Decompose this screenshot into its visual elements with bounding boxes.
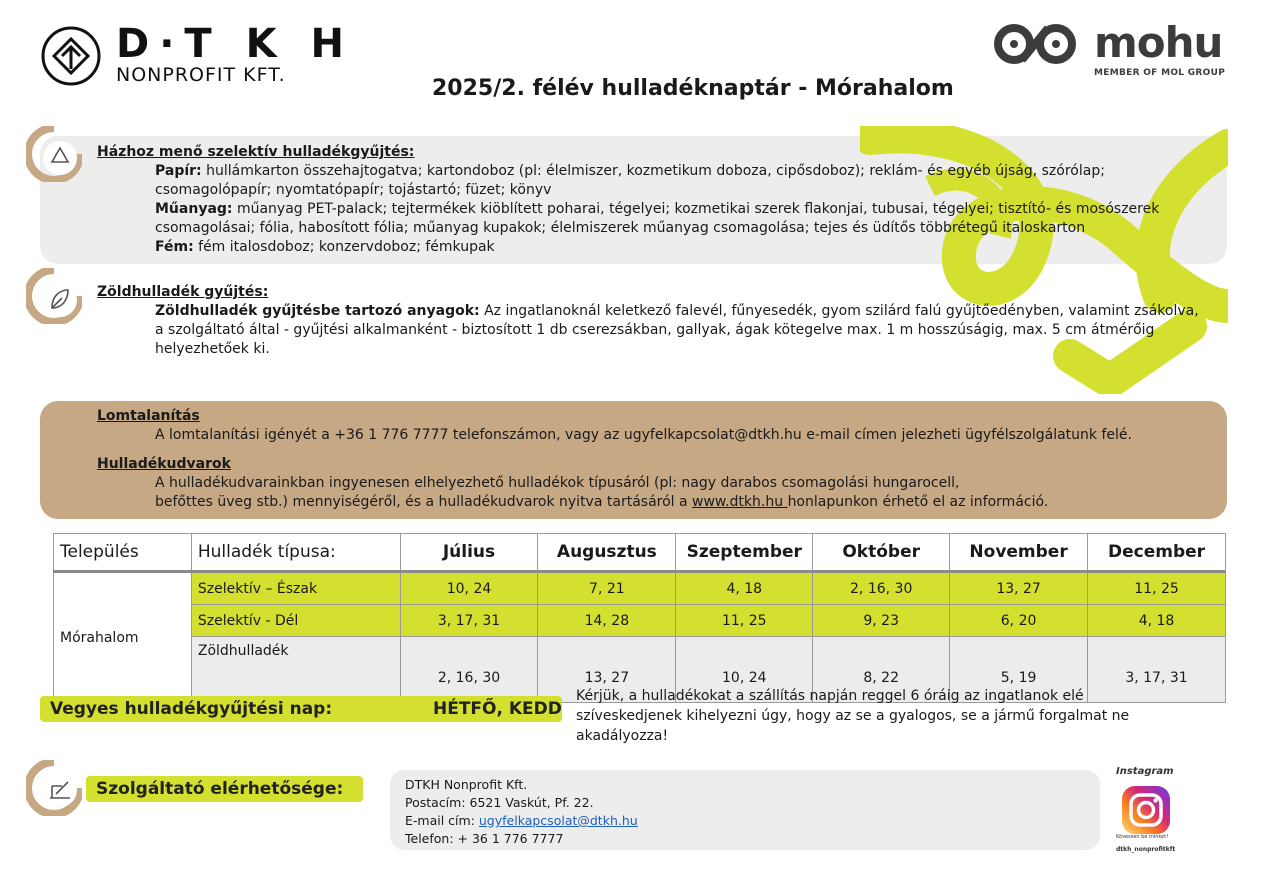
date-cell: 13, 27 (538, 637, 676, 703)
date-cell: 9, 23 (813, 605, 950, 637)
yard-text-1: A hulladékudvarainkban ingyenesen elhelyezhető hulladékok típusáról (pl: nagy darabos csomagolási hungarocell, (155, 475, 960, 491)
contact-email-line (405, 812, 638, 830)
mohu-brand-name: mohu (1094, 18, 1223, 67)
col-header-month: Augusztus (538, 534, 676, 572)
date-cell: 3, 17, 31 (1088, 637, 1226, 703)
instagram-follow-text: Kövessen be minket! (1116, 834, 1169, 840)
col-header-month: November (950, 534, 1088, 572)
table-row (54, 605, 1226, 637)
mixed-waste-days: HÉTFŐ, KEDD (433, 699, 562, 719)
leaf-icon (26, 268, 82, 324)
contact-postal: Postacím: 6521 Vaskút, Pf. 22. (405, 795, 594, 810)
plastic-line-1 (97, 200, 1159, 219)
dtkh-brand-subtitle: NONPROFIT KFT. (116, 64, 286, 86)
contact-company: DTKH Nonprofit Kft. (405, 777, 528, 792)
col-header-type: Hulladék típusa: (191, 534, 400, 572)
table-row (54, 572, 1226, 605)
contact-label: Szolgáltató elérhetősége: (96, 779, 344, 799)
date-cell: 2, 16, 30 (813, 572, 950, 605)
date-cell: 5, 19 (950, 637, 1088, 703)
mohu-tagline: MEMBER OF MOL GROUP (1094, 68, 1226, 78)
col-header-town: Település (54, 534, 192, 572)
town-cell: Mórahalom (54, 572, 192, 703)
paper-label: Papír: (155, 163, 202, 179)
date-cell: 11, 25 (1088, 572, 1226, 605)
col-header-month: Szeptember (676, 534, 813, 572)
dtkh-brand-name: D·T K H (116, 21, 355, 67)
dtkh-logo-icon (40, 25, 102, 87)
website-link[interactable]: www.dtkh.hu (692, 494, 788, 510)
date-cell: 11, 25 (676, 605, 813, 637)
date-cell: 2, 16, 30 (400, 637, 538, 703)
date-cell: 3, 17, 31 (400, 605, 538, 637)
col-header-month: Július (400, 534, 538, 572)
contact-phone: Telefon: + 36 1 776 7777 (405, 831, 564, 846)
date-cell: 13, 27 (950, 572, 1088, 605)
plastic-text: műanyag PET-palack; tejtermékek kiöblített poharai, tégelyei; kozmetikai szerek flakonjai, tubusai, tégelyei; tisztító- és mosószerek (232, 201, 1160, 217)
collection-calendar-table (53, 533, 1226, 703)
yard-heading: Hulladékudvarok (97, 456, 231, 472)
instagram-wordmark: Instagram (1116, 766, 1174, 777)
metal-label: Fém: (155, 239, 194, 255)
notice-line: akadályozza! (576, 728, 669, 744)
yard-text-2a: befőttes üveg stb.) mennyiségéről, és a hulladékudvarok nyitva tartásáról a (155, 494, 693, 510)
plastic-label: Műanyag: (155, 201, 233, 217)
recycle-icon (26, 126, 82, 182)
instagram-icon[interactable] (1120, 784, 1172, 836)
placement-notice (576, 686, 1129, 746)
date-cell: 6, 20 (950, 605, 1088, 637)
green-line-1 (97, 302, 1199, 321)
date-cell: 10, 24 (676, 637, 813, 703)
paper-text: hullámkarton összehajtogatva; kartondoboz (pl: élelmiszer, kozmetikum doboza, cipősdoboz); reklám- és egyéb újság, szórólap; (201, 163, 1105, 179)
date-cell: 4, 18 (1088, 605, 1226, 637)
edit-form-icon (26, 760, 82, 816)
waste-type-cell: Zöldhulladék (191, 637, 400, 703)
metal-line (97, 238, 1159, 257)
metal-text: fém italosdoboz; konzervdoboz; fémkupak (193, 239, 495, 255)
yard-line-2 (97, 493, 1132, 512)
date-cell: 10, 24 (400, 572, 538, 605)
green-line-3: helyezhetőek ki. (155, 341, 270, 357)
bulky-text: A lomtalanítási igényét a +36 1 776 7777 telefonszámon, vagy az ugyfelkapcsolat@dtkh.hu e-mail címen jelezheti ügyfélszolgálatunk felé. (155, 427, 1132, 443)
green-line-2: a szolgáltató által - gyűjtési alkalmanként - biztosított 1 db cserezsákban, gallyak, ágak kötegelve max. 1 m hosszúságig, max. 5 cm átmérőig (155, 322, 1155, 338)
contact-details (405, 776, 638, 848)
notice-line: Kérjük, a hulladékokat a szállítás napján reggel 6 óráig az ingatlanok elé (576, 688, 1084, 704)
selective-heading: Házhoz menő szelektív hulladékgyűjtés: (97, 144, 415, 160)
instagram-handle[interactable]: dtkh_nonprofitkft (1116, 846, 1176, 853)
notice-line: szíveskedjenek kihelyezni úgy, hogy az se a gyalogos, se a jármű forgalmat ne (576, 708, 1130, 724)
contact-email-label: E-mail cím: (405, 813, 479, 828)
col-header-month: December (1088, 534, 1226, 572)
date-cell: 7, 21 (538, 572, 676, 605)
date-cell: 8, 22 (813, 637, 950, 703)
paper-line-1 (97, 162, 1159, 181)
waste-type-cell: Szelektív – Észak (191, 572, 400, 605)
col-header-month: Október (813, 534, 950, 572)
plastic-line-2: csomagolásai; fólia, habosított fólia; műanyag kupakok; élelmiszerek műanyag csomagolása; tejes és üdítős többrétegű italoskarton (155, 220, 1086, 236)
waste-type-cell: Szelektív - Dél (191, 605, 400, 637)
green-label: Zöldhulladék gyűjtésbe tartozó anyagok: (155, 303, 480, 319)
page-title: 2025/2. félév hulladéknaptár - Mórahalom (432, 76, 954, 101)
contact-email-link[interactable]: ugyfelkapcsolat@dtkh.hu (478, 813, 638, 828)
green-text-1: Az ingatlanoknál keletkező falevél, fűnyesedék, gyom szilárd falú gyűjtőedényben, valamint zsákolva, (479, 303, 1199, 319)
date-cell: 14, 28 (538, 605, 676, 637)
mixed-waste-label: Vegyes hulladékgyűjtési nap: (50, 699, 333, 719)
yard-text-2b: honlapunkon érhető el az információ. (787, 494, 1049, 510)
bulky-heading: Lomtalanítás (97, 408, 200, 424)
mohu-logo-icon (992, 20, 1082, 70)
paper-line-2: csomagolópapír; nyomtatópapír; tojástartó; füzet; könyv (155, 182, 552, 198)
date-cell: 4, 18 (676, 572, 813, 605)
green-heading: Zöldhulladék gyűjtés: (97, 284, 269, 300)
